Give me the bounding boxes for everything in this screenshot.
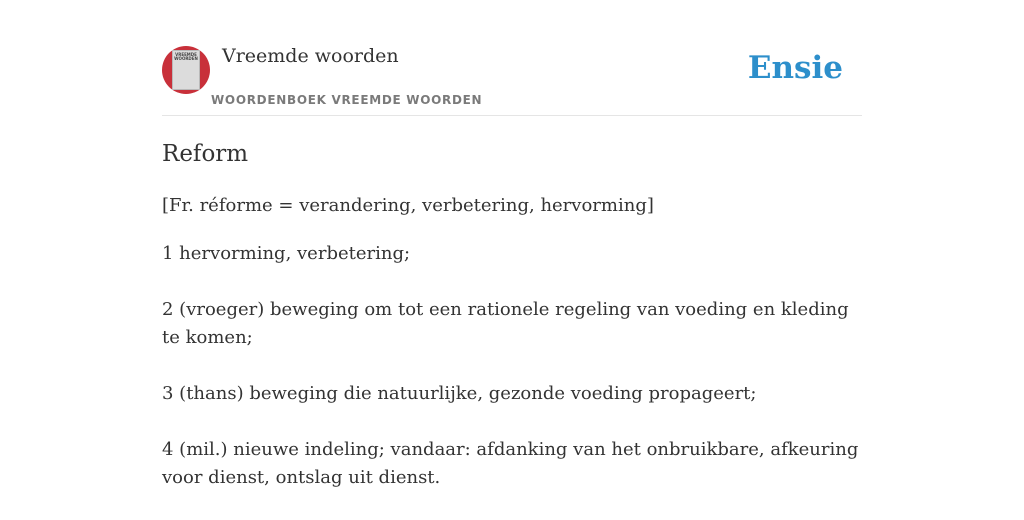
- book-cover-title: VREEMDE WOORDEN: [174, 52, 198, 61]
- definition-list: [162, 240, 862, 520]
- site-name[interactable]: Vreemde woorden: [222, 45, 399, 67]
- brand-logo[interactable]: Ensie: [747, 50, 843, 86]
- definition-item: 1 hervorming, verbetering;: [162, 243, 411, 264]
- header: [162, 0, 862, 116]
- definition-item: 4 (mil.) nieuwe indeling; vandaar: afdanking van het onbruikbare, afkeuring voor dienst, ontslag uit dienst.: [162, 439, 859, 488]
- definition-item: 2 (vroeger) beweging om tot een rationele regeling van voeding en kleding te komen;: [162, 299, 849, 348]
- entry-title: Reform: [162, 141, 249, 167]
- entry-etymology: [Fr. réforme = verandering, verbetering, hervorming]: [162, 195, 654, 216]
- definition-item: 3 (thans) beweging die natuurlijke, gezonde voeding propageert;: [162, 383, 757, 404]
- page-container: [162, 0, 862, 488]
- site-subtitle: WOORDENBOEK VREEMDE WOORDEN: [211, 93, 483, 107]
- avatar[interactable]: [162, 46, 210, 94]
- book-cover-image: [172, 50, 200, 90]
